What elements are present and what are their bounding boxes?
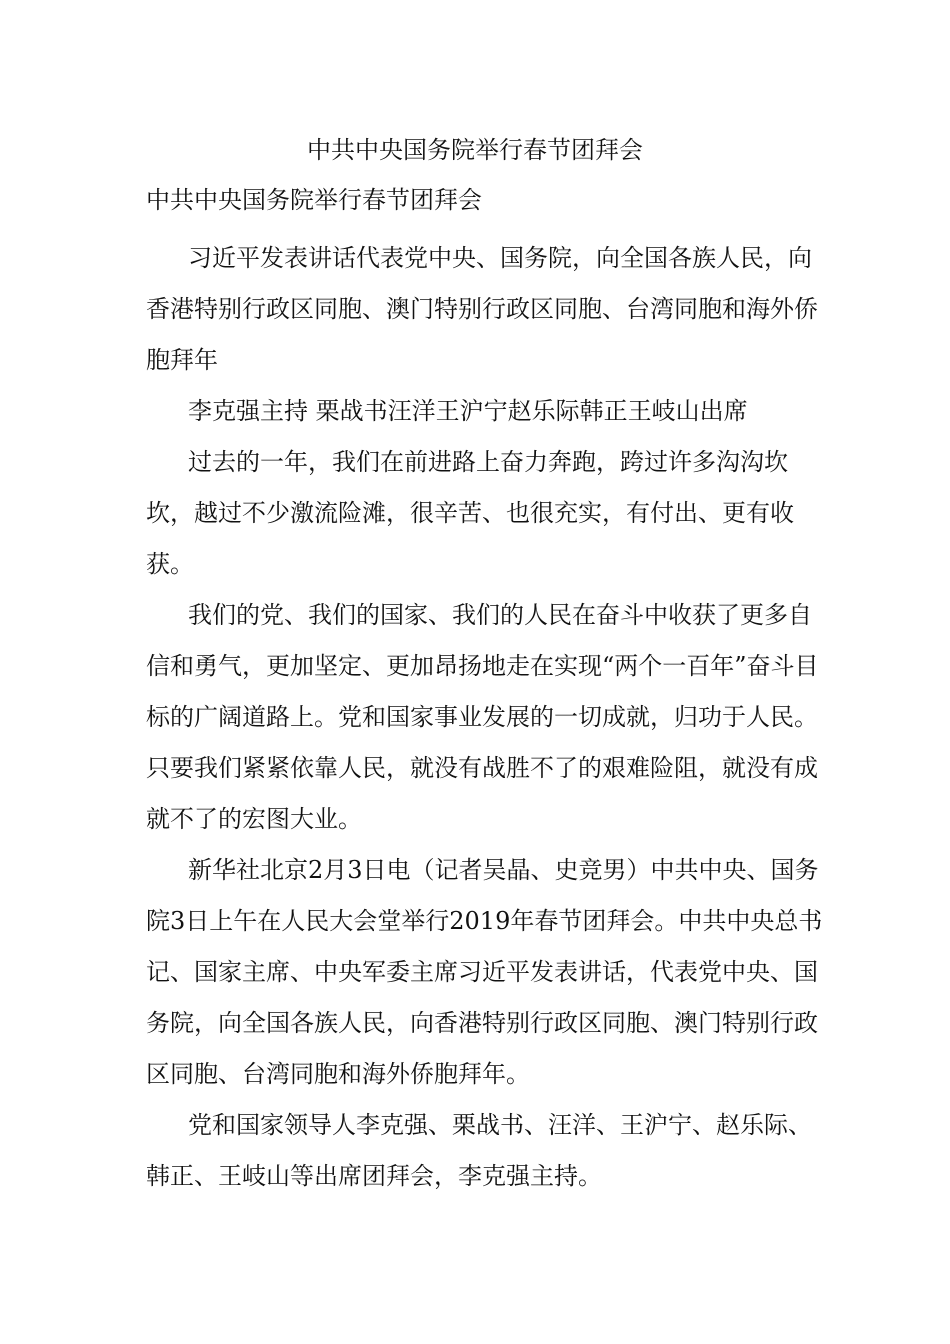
paragraph-4: 我们的党、我们的国家、我们的人民在奋斗中收获了更多自信和勇气，更加坚定、更加昂扬地走在实现“两个一百年”奋斗目标的广阔道路上。党和国家事业发展的一切成就，归功于人民。只要我们紧紧依靠人民，就没有战胜不了的艰难险阻，就没有成就不了的宏图大业。: [146, 601, 819, 833]
paragraph-1: 习近平发表讲话代表党中央、国务院，向全国各族人民，向香港特别行政区同胞、澳门特别行政区同胞、台湾同胞和海外侨胞拜年: [146, 244, 818, 374]
paragraph-6: 党和国家领导人李克强、栗战书、汪洋、王沪宁、赵乐际、韩正、王岐山等出席团拜会，李克强主持。: [146, 1111, 812, 1190]
paragraph-2: 李克强主持 栗战书汪洋王沪宁赵乐际韩正王岐山出席: [188, 397, 748, 425]
document-subtitle: 中共中央国务院举行春节团拜会: [146, 186, 482, 214]
document-title: 中共中央国务院举行春节团拜会: [307, 136, 643, 164]
paragraph-3: 过去的一年，我们在前进路上奋力奔跑，跨过许多沟沟坎坎，越过不少激流险滩，很辛苦、也很充实，有付出、更有收获。: [146, 448, 794, 578]
document-body: [146, 233, 832, 1202]
paragraph-5: 新华社北京2月3日电（记者吴晶、史竞男）中共中央、国务院3日上午在人民大会堂举行2019年春节团拜会。中共中央总书记、国家主席、中央军委主席习近平发表讲话，代表党中央、国务院，向全国各族人民，向香港特别行政区同胞、澳门特别行政区同胞、台湾同胞和海外侨胞拜年。: [146, 856, 823, 1088]
